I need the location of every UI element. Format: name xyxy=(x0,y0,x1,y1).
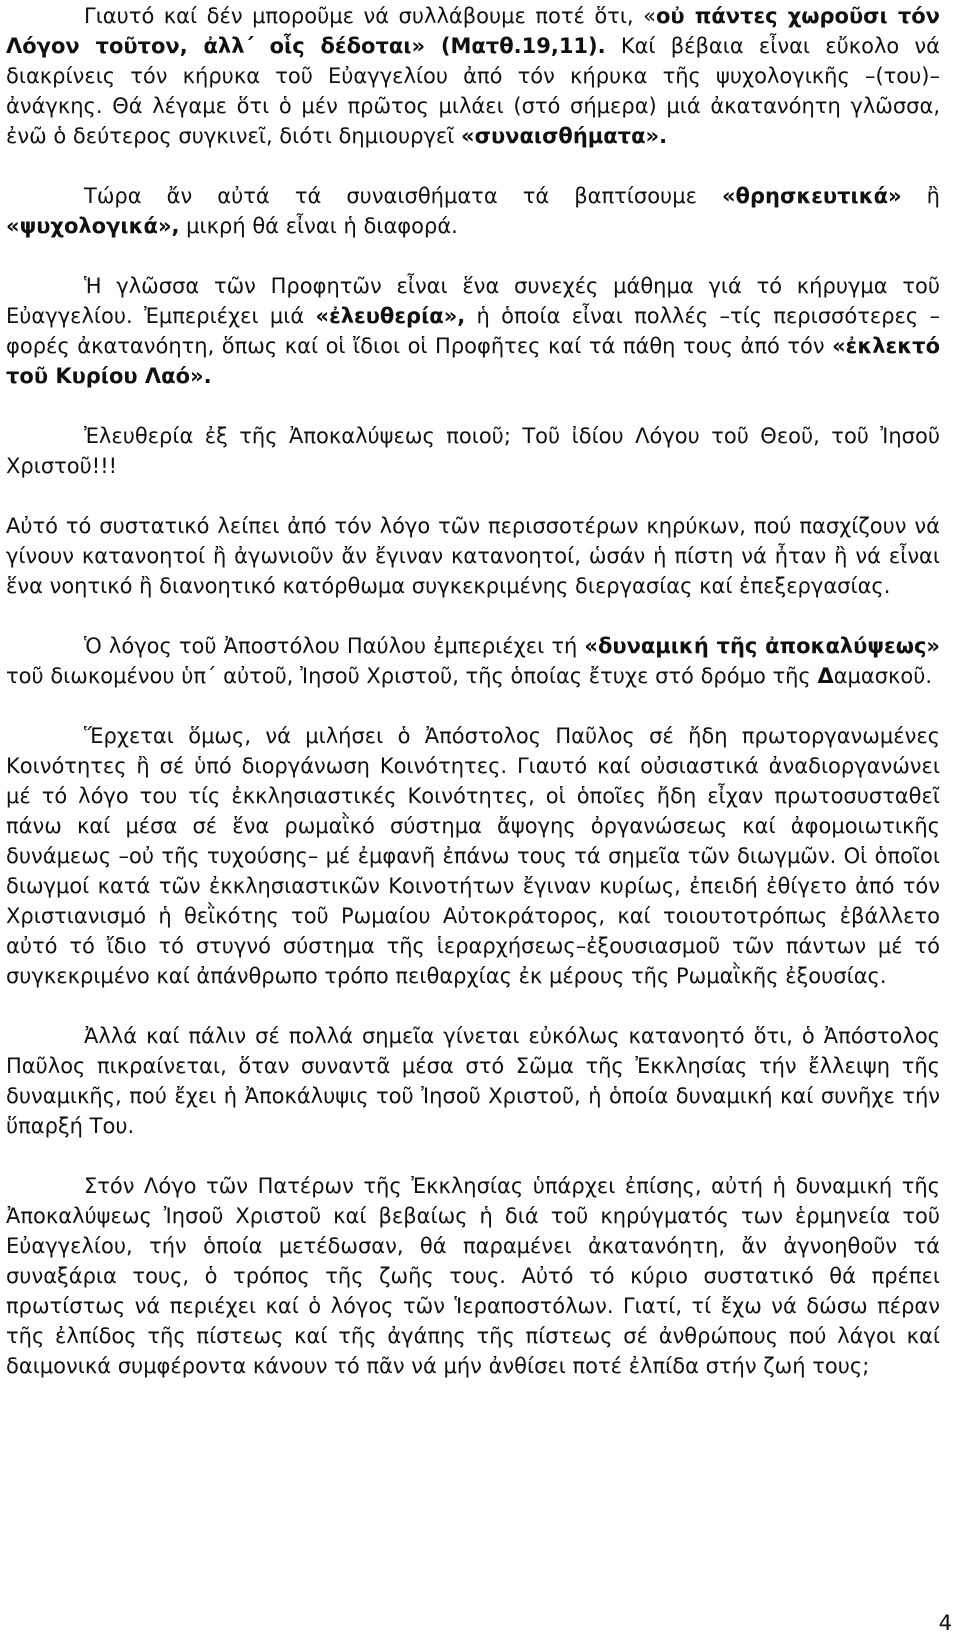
page-number: 4 xyxy=(938,1611,952,1635)
text-segment: ἡ ὁποία εἶναι πολλές –τίς περισσότερες – φορές ἀκατανόητη, ὅπως καί οἱ ἴδιοι οἱ Προφῆτες καί τά πάθη τους ἀπό τόν xyxy=(6,304,940,358)
paragraph xyxy=(6,631,940,691)
text-segment: ἢ xyxy=(901,184,940,208)
paragraph xyxy=(6,1171,940,1381)
paragraph xyxy=(6,421,940,481)
bold-text-segment: οὐ πάντες χωροῦσι τόν Λόγον τοῦτον, ἀλλ΄ οἷς δέδοται» (Ματθ.19,11). xyxy=(6,4,940,58)
document-body xyxy=(6,1,940,1381)
bold-text-segment: «δυναμική τῆς ἀποκαλύψεως» xyxy=(584,634,940,658)
text-segment: Ἡ γλῶσσα τῶν Προφητῶν εἶναι ἕνα συνεχές μάθημα γιά τό κήρυγμα τοῦ Εὐαγγελίου. Ἐμπεριέχει μιά xyxy=(6,274,940,328)
bold-text-segment: «ψυχολογικά», xyxy=(6,214,180,238)
bold-text-segment: «ἐκλεκτό τοῦ Κυρίου Λαό». xyxy=(6,334,940,388)
text-segment: αμασκοῦ. xyxy=(833,664,933,688)
text-segment: μικρή θά εἶναι ἡ διαφορά. xyxy=(179,214,458,238)
paragraph xyxy=(6,181,940,241)
text-segment: Ὁ λόγος τοῦ Ἀποστόλου Παύλου ἐμπεριέχει τή xyxy=(84,634,585,658)
text-segment: Ἀλλά καί πάλιν σέ πολλά σημεῖα γίνεται εὐκόλως κατανοητό ὅτι, ὁ Ἀπόστολος Παῦλος πικραίνεται, ὅταν συναντᾶ μέσα στό Σῶμα τῆς Ἐκκλησίας τήν ἔλλειψη τῆς δυναμικῆς, πού ἔχει ἡ Ἀποκάλυψις τοῦ Ἰησοῦ Χριστοῦ, ἡ ὁποία δυναμική καί συνῆχε τήν ὕπαρξή Του. xyxy=(6,1024,940,1138)
paragraph xyxy=(6,511,940,601)
bold-text-segment: «θρησκευτικά» xyxy=(721,184,902,208)
text-segment: Γιαυτό καί δέν μποροῦμε νά συλλάβουμε ποτέ ὅτι, « xyxy=(84,4,656,28)
bold-text-segment: «ἐλευθερία», xyxy=(315,304,466,328)
bold-text-segment: Δ xyxy=(817,664,834,688)
text-segment: Καί βέβαια εἶναι εὔκολο νά διακρίνεις τόν κήρυκα τοῦ Εὐαγγελίου ἀπό τόν κήρυκα τῆς ψυχολογικῆς –(του)– ἀνάγκης. Θά λέγαμε ὅτι ὁ μέν πρῶτος μιλάει (στό σήμερα) μιά ἀκατανόητη γλῶσσα, ἐνῶ ὁ δεύτερος συγκινεῖ, διότι δημιουργεῖ xyxy=(6,34,940,148)
paragraph xyxy=(6,721,940,991)
text-segment: Ἐλευθερία ἐξ τῆς Ἀποκαλύψεως ποιοῦ; Τοῦ ἰδίου Λόγου τοῦ Θεοῦ, τοῦ Ἰησοῦ Χριστοῦ!!! xyxy=(6,424,940,478)
paragraph xyxy=(6,1021,940,1141)
text-segment: Αὐτό τό συστατικό λείπει ἀπό τόν λόγο τῶν περισσοτέρων κηρύκων, πού πασχίζουν νά γίνουν κατανοητοί ἢ ἀγωνιοῦν ἄν ἔγιναν κατανοητοί, ὡσάν ἡ πίστη νά ἦταν ἢ νά εἶναι ἕνα νοητικό ἢ διανοητικό κατόρθωμα συγκεκριμένης διεργασίας καί ἐπεξεργασίας. xyxy=(6,514,940,598)
text-segment: Τώρα ἄν αὐτά τά συναισθήματα τά βαπτίσουμε xyxy=(84,184,722,208)
bold-text-segment: «συναισθήματα». xyxy=(461,124,668,148)
text-segment: Στόν Λόγο τῶν Πατέρων τῆς Ἐκκλησίας ὑπάρχει ἐπίσης, αὐτή ἡ δυναμική τῆς Ἀποκαλύψεως Ἰησοῦ Χριστοῦ καί βεβαίως ἡ διά τοῦ κηρύγματός των ἑρμηνεία τοῦ Εὐαγγελίου, τήν ὁποία μετέδωσαν, θά παραμένει ἀκατανόητη, ἄν ἀγνοηθοῦν τά συναξάρια τους, ὁ τρόπος τῆς ζωῆς τους. Αὐτό τό κύριο συστατικό θά πρέπει πρωτίστως νά περιέχει καί ὁ λόγος τῶν Ἱεραποστόλων. Γιατί, τί ἔχω νά δώσω πέραν τῆς ἐλπίδος τῆς πίστεως καί τῆς ἀγάπης τῆς πίστεως σέ ἀνθρώπους πού λάγοι καί δαιμονικά συμφέροντα κάνουν τό πᾶν νά μήν ἀνθίσει ποτέ ἐλπίδα στήν ζωή τους; xyxy=(6,1174,940,1378)
text-segment: τοῦ διωκομένου ὑπ΄ αὐτοῦ, Ἰησοῦ Χριστοῦ, τῆς ὁποίας ἔτυχε στό δρόμο τῆς xyxy=(6,664,818,688)
paragraph xyxy=(6,1,940,151)
text-segment: Ἕρχεται ὅμως, νά μιλήσει ὁ Ἀπόστολος Παῦλος σέ ἤδη πρωτοργανωμένες Κοινότητες ἢ σέ ὑπό διοργάνωση Κοινότητες. Γιαυτό καί οὐσιαστικά ἀναδιοργανώνει μέ τό λόγο του τίς ἐκκλησιαστικές Κοινότητες, οἱ ὁποῖες ἤδη εἶχαν πρωτοσυσταθεῖ πάνω καί μέσα σέ ἕνα ρωμαῒκό σύστημα ἄψογης ὀργανώσεως καί ἀφομοιωτικῆς δυνάμεως –οὐ τῆς τυχούσης– μέ ἐμφανῆ ἐπάνω τους τά σημεῖα τῶν διωγμῶν. Οἱ ὁποῖοι διωγμοί κατά τῶν ἐκκλησιαστικῶν Κοινοτήτων ἔγιναν κυρίως, ἐπειδή ἐθίγετο ἀπό τόν Χριστιανισμό ἡ θεῒκότης τοῦ Ρωμαίου Αὐτοκράτορος, καί τοιουτοτρόπως ἐβάλλετο αὐτό τό ἴδιο τό στυγνό σύστημα τῆς ἱεραρχήσεως–ἐξουσιασμοῦ τῶν πάντων μέ τό συγκεκριμένο καί ἀπάνθρωπο τρόπο πειθαρχίας ἐκ μέρους τῆς Ρωμαῒκῆς ἐξουσίας. xyxy=(6,724,940,988)
paragraph xyxy=(6,271,940,391)
